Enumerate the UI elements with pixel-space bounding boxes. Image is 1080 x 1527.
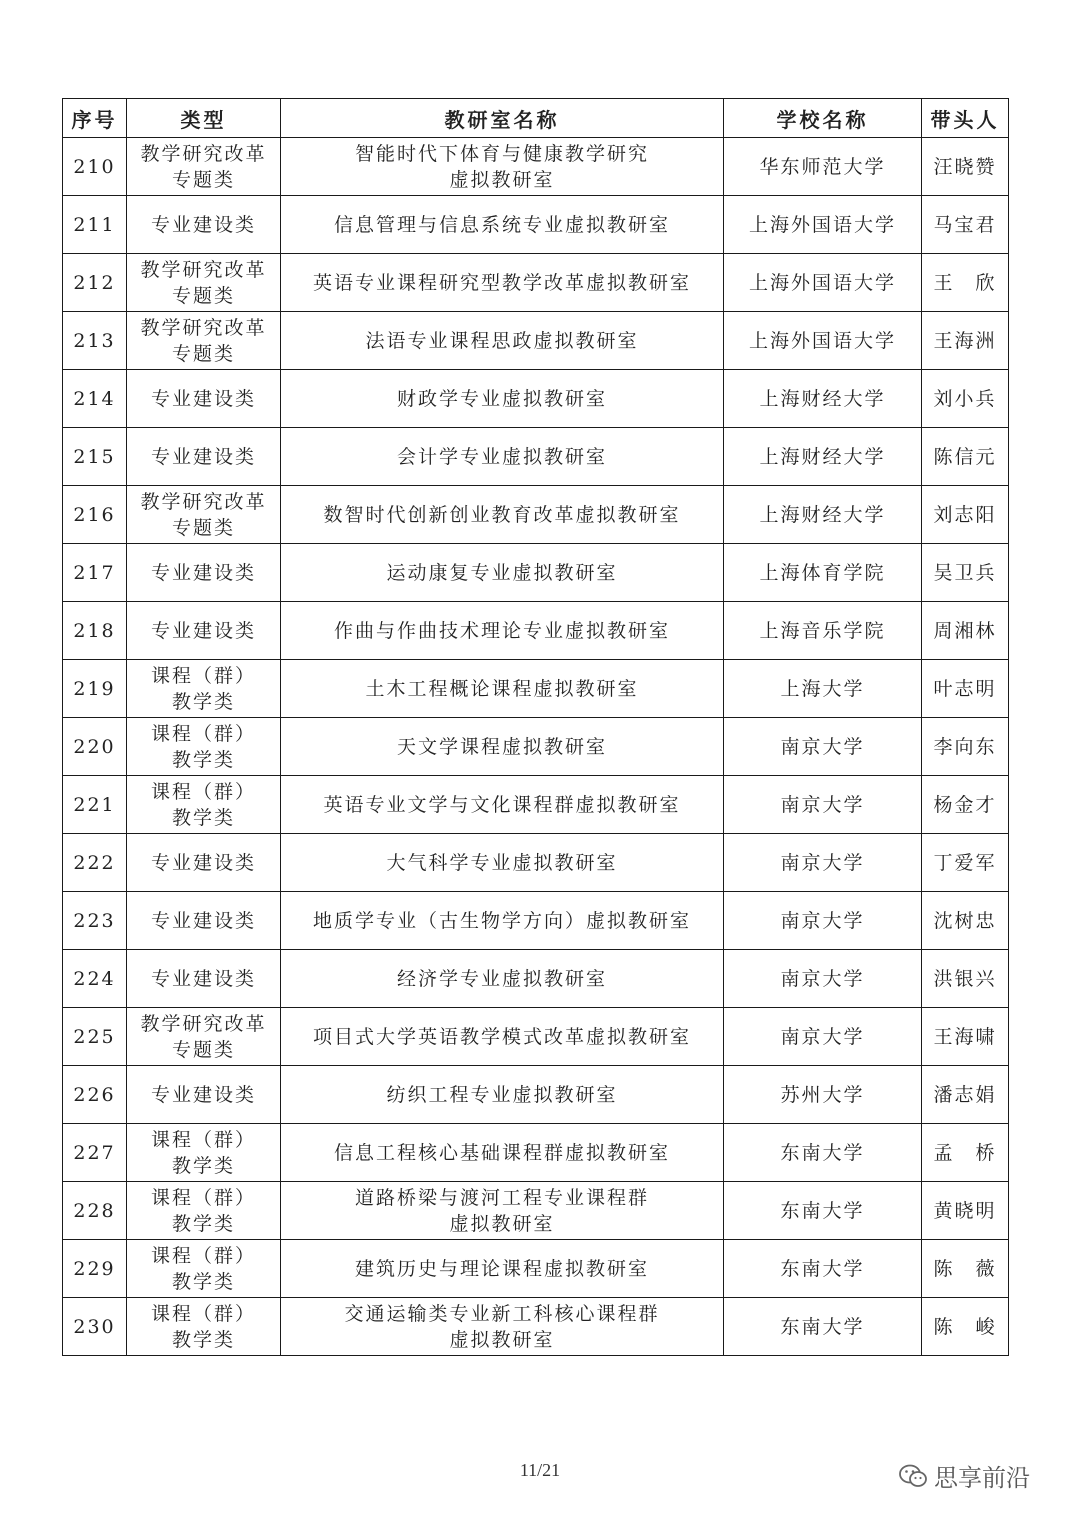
cell-leader: 王海洲 [922,312,1009,370]
cell-school: 南京大学 [724,776,922,834]
cell-name: 地质学专业（古生物学方向）虚拟教研室 [281,892,724,950]
cell-num: 211 [63,196,127,254]
cell-name: 财政学专业虚拟教研室 [281,370,724,428]
cell-leader: 丁爱军 [922,834,1009,892]
cell-school: 苏州大学 [724,1066,922,1124]
header-num: 序号 [63,99,127,138]
table-row [63,950,1009,1008]
cell-school: 上海外国语大学 [724,196,922,254]
cell-num: 210 [63,138,127,196]
cell-num: 217 [63,544,127,602]
cell-type: 教学研究改革 专题类 [127,138,281,196]
cell-type: 专业建设类 [127,892,281,950]
cell-school: 东南大学 [724,1240,922,1298]
table-row [63,602,1009,660]
cell-type: 专业建设类 [127,1066,281,1124]
cell-name: 法语专业课程思政虚拟教研室 [281,312,724,370]
cell-num: 227 [63,1124,127,1182]
cell-num: 216 [63,486,127,544]
cell-num: 219 [63,660,127,718]
cell-school: 上海外国语大学 [724,312,922,370]
cell-school: 南京大学 [724,718,922,776]
cell-school: 上海大学 [724,660,922,718]
cell-type: 教学研究改革 专题类 [127,312,281,370]
cell-school: 华东师范大学 [724,138,922,196]
cell-type: 专业建设类 [127,834,281,892]
cell-num: 215 [63,428,127,486]
cell-leader: 刘志阳 [922,486,1009,544]
table-row [63,138,1009,196]
watermark-text: 思享前沿 [934,1464,1030,1492]
cell-name: 英语专业文学与文化课程群虚拟教研室 [281,776,724,834]
header-type: 类型 [127,99,281,138]
cell-type: 专业建设类 [127,196,281,254]
cell-type: 课程（群） 教学类 [127,1124,281,1182]
cell-leader: 潘志娟 [922,1066,1009,1124]
cell-leader: 李向东 [922,718,1009,776]
cell-num: 225 [63,1008,127,1066]
cell-leader: 陈 峻 [922,1298,1009,1356]
cell-name: 作曲与作曲技术理论专业虚拟教研室 [281,602,724,660]
cell-name: 大气科学专业虚拟教研室 [281,834,724,892]
table-row [63,196,1009,254]
cell-leader: 孟 桥 [922,1124,1009,1182]
cell-leader: 陈 薇 [922,1240,1009,1298]
page-number: 11/21 [519,1460,561,1480]
cell-leader: 洪银兴 [922,950,1009,1008]
table-row [63,370,1009,428]
lab-list-table [62,98,1009,1356]
cell-name: 交通运输类专业新工科核心课程群 虚拟教研室 [281,1298,724,1356]
cell-type: 课程（群） 教学类 [127,660,281,718]
table-row [63,486,1009,544]
table-row [63,1008,1009,1066]
cell-type: 课程（群） 教学类 [127,718,281,776]
table-row [63,1240,1009,1298]
table-row [63,544,1009,602]
cell-type: 专业建设类 [127,544,281,602]
wechat-icon [898,1463,928,1489]
cell-name: 土木工程概论课程虚拟教研室 [281,660,724,718]
table-row [63,312,1009,370]
cell-type: 专业建设类 [127,950,281,1008]
table-row [63,1298,1009,1356]
table-row [63,776,1009,834]
cell-num: 213 [63,312,127,370]
cell-num: 220 [63,718,127,776]
cell-num: 229 [63,1240,127,1298]
header-name: 教研室名称 [281,99,724,138]
cell-num: 224 [63,950,127,1008]
table-row [63,1182,1009,1240]
cell-name: 智能时代下体育与健康教学研究 虚拟教研室 [281,138,724,196]
cell-name: 信息管理与信息系统专业虚拟教研室 [281,196,724,254]
cell-name: 运动康复专业虚拟教研室 [281,544,724,602]
cell-leader: 汪晓赞 [922,138,1009,196]
cell-school: 南京大学 [724,834,922,892]
cell-leader: 刘小兵 [922,370,1009,428]
cell-leader: 马宝君 [922,196,1009,254]
cell-name: 纺织工程专业虚拟教研室 [281,1066,724,1124]
cell-school: 东南大学 [724,1182,922,1240]
cell-num: 212 [63,254,127,312]
cell-name: 道路桥梁与渡河工程专业课程群 虚拟教研室 [281,1182,724,1240]
cell-type: 课程（群） 教学类 [127,1240,281,1298]
cell-school: 上海音乐学院 [724,602,922,660]
cell-num: 228 [63,1182,127,1240]
cell-num: 226 [63,1066,127,1124]
cell-leader: 王 欣 [922,254,1009,312]
cell-leader: 陈信元 [922,428,1009,486]
cell-type: 专业建设类 [127,428,281,486]
cell-school: 南京大学 [724,1008,922,1066]
watermark [898,1458,1030,1493]
cell-name: 信息工程核心基础课程群虚拟教研室 [281,1124,724,1182]
cell-type: 课程（群） 教学类 [127,1182,281,1240]
cell-school: 东南大学 [724,1124,922,1182]
table-row [63,892,1009,950]
cell-leader: 沈树忠 [922,892,1009,950]
cell-leader: 叶志明 [922,660,1009,718]
cell-leader: 黄晓明 [922,1182,1009,1240]
cell-num: 214 [63,370,127,428]
cell-leader: 王海啸 [922,1008,1009,1066]
cell-school: 南京大学 [724,892,922,950]
cell-name: 数智时代创新创业教育改革虚拟教研室 [281,486,724,544]
cell-name: 项目式大学英语教学模式改革虚拟教研室 [281,1008,724,1066]
cell-name: 英语专业课程研究型教学改革虚拟教研室 [281,254,724,312]
table-row [63,1124,1009,1182]
table-row [63,834,1009,892]
cell-type: 专业建设类 [127,602,281,660]
cell-num: 222 [63,834,127,892]
cell-leader: 吴卫兵 [922,544,1009,602]
cell-type: 教学研究改革 专题类 [127,486,281,544]
cell-leader: 周湘林 [922,602,1009,660]
table-header-row [63,99,1009,138]
header-school: 学校名称 [724,99,922,138]
cell-name: 天文学课程虚拟教研室 [281,718,724,776]
cell-school: 上海财经大学 [724,428,922,486]
cell-num: 218 [63,602,127,660]
cell-type: 教学研究改革 专题类 [127,254,281,312]
cell-type: 教学研究改革 专题类 [127,1008,281,1066]
cell-name: 建筑历史与理论课程虚拟教研室 [281,1240,724,1298]
table-row [63,1066,1009,1124]
cell-num: 230 [63,1298,127,1356]
table-row [63,428,1009,486]
cell-name: 经济学专业虚拟教研室 [281,950,724,1008]
cell-type: 专业建设类 [127,370,281,428]
table-row [63,254,1009,312]
cell-type: 课程（群） 教学类 [127,776,281,834]
header-leader: 带头人 [922,99,1009,138]
cell-school: 上海外国语大学 [724,254,922,312]
cell-type: 课程（群） 教学类 [127,1298,281,1356]
cell-num: 221 [63,776,127,834]
cell-school: 南京大学 [724,950,922,1008]
table-row [63,718,1009,776]
cell-num: 223 [63,892,127,950]
cell-leader: 杨金才 [922,776,1009,834]
table-row [63,660,1009,718]
cell-school: 上海财经大学 [724,370,922,428]
cell-school: 东南大学 [724,1298,922,1356]
cell-name: 会计学专业虚拟教研室 [281,428,724,486]
cell-school: 上海体育学院 [724,544,922,602]
cell-school: 上海财经大学 [724,486,922,544]
